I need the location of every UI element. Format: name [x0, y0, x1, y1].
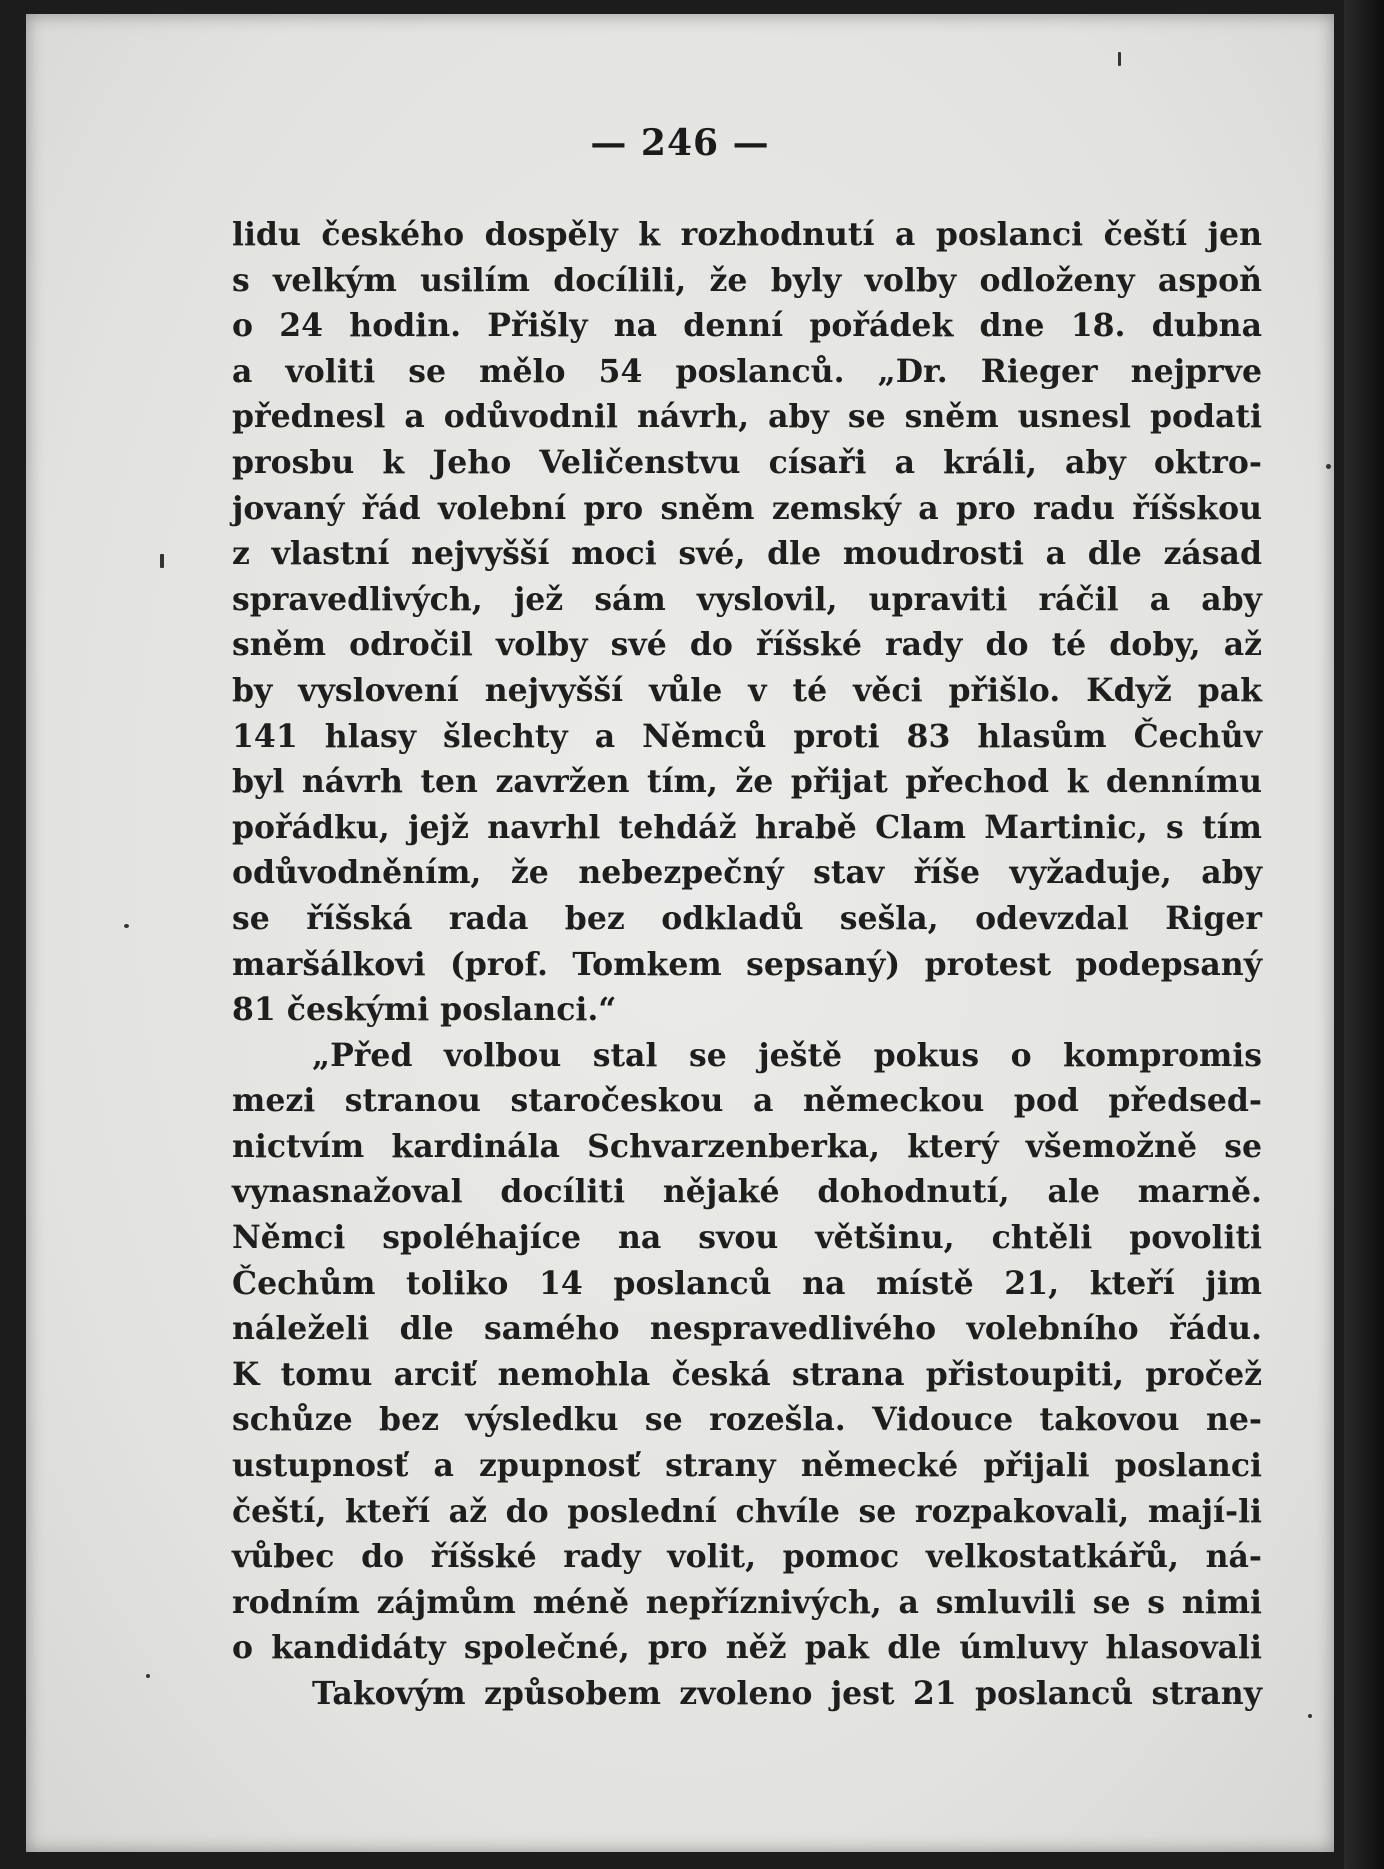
text-line: jovaný řád volební pro sněm zemský a pro radu říšskou — [232, 489, 1262, 527]
print-speck — [1326, 464, 1331, 469]
text-line: prosbu k Jeho Veličenstvu císaři a králi, aby oktro- — [232, 443, 1262, 481]
text-line: K tomu arciť nemohla česká strana přistoupiti, pročež — [232, 1355, 1262, 1393]
text-line: spravedlivých, jež sám vyslovil, upraviti ráčil a aby — [232, 580, 1262, 618]
text-line: odůvodněním, že nebezpečný stav říše vyžaduje, aby — [232, 854, 1262, 892]
text-line: o kandidáty společné, pro něž pak dle úmluvy hlasovali — [232, 1629, 1262, 1667]
text-line: by vyslovení nejvyšší vůle v té věci přišlo. Když pak — [232, 671, 1262, 709]
text-line: přednesl a odůvodnil návrh, aby se sněm usnesl podati — [232, 398, 1262, 436]
text-line: z vlastní nejvyšší moci své, dle moudrosti a dle zásad — [232, 535, 1262, 573]
text-line: pořádku, jejž navrhl tehdáž hrabě Clam Martinic, s tím — [232, 808, 1262, 846]
page-number: — 246 — — [590, 122, 770, 164]
text-line: mezi stranou staročeskou a německou pod předsed- — [232, 1082, 1262, 1120]
text-line: ustupnosť a zpupnosť strany německé přijali poslanci — [232, 1447, 1262, 1485]
text-line: vynasnažoval docíliti nějaké dohodnutí, ale marně. — [232, 1173, 1262, 1211]
print-speck — [124, 924, 129, 928]
print-speck — [1118, 52, 1121, 66]
text-line: Němci spoléhajíce na svou většinu, chtěli povoliti — [232, 1219, 1262, 1257]
text-line: byl návrh ten zavržen tím, že přijat přechod k dennímu — [232, 763, 1262, 801]
text-line: maršálkovi (prof. Tomkem sepsaný) protest podepsaný — [232, 945, 1262, 983]
text-line: Takovým způsobem zvoleno jest 21 poslanců strany — [312, 1675, 1262, 1712]
text-line: 141 hlasy šlechty a Němců proti 83 hlasům Čechův — [232, 717, 1262, 755]
text-line: se říšská rada bez odkladů sešla, odevzdal Riger — [232, 899, 1262, 937]
text-line: nictvím kardinála Schvarzenberka, který všemožně se — [232, 1127, 1262, 1165]
text-line: 81 českými poslanci.“ — [232, 991, 617, 1029]
text-line: a voliti se mělo 54 poslanců. „Dr. Rieger nejprve — [232, 352, 1262, 390]
text-line: náleželi dle samého nespravedlivého volebního řádu. — [232, 1310, 1262, 1348]
text-line: čeští, kteří až do poslední chvíle se rozpakovali, mají-li — [232, 1492, 1262, 1530]
scan-edge-shadow — [1344, 0, 1384, 1869]
text-line: lidu českého dospěly k rozhodnutí a poslanci čeští jen — [232, 216, 1262, 253]
print-speck — [160, 554, 164, 568]
print-speck — [1308, 1714, 1312, 1718]
text-line: o 24 hodin. Přišly na denní pořádek dne 18. dubna — [232, 307, 1262, 345]
body-text — [232, 212, 1262, 1717]
text-line: schůze bez výsledku se rozešla. Vidouce takovou ne- — [232, 1401, 1262, 1439]
print-speck — [146, 1674, 150, 1678]
text-line: s velkým usilím docílili, že byly volby odloženy aspoň — [232, 261, 1262, 299]
text-line: vůbec do říšské rady volit, pomoc velkostatkářů, ná- — [232, 1538, 1262, 1576]
text-line: „Před volbou stal se ještě pokus o kompromis — [312, 1036, 1262, 1074]
book-page — [26, 14, 1334, 1852]
text-line: sněm odročil volby své do říšské rady do té doby, až — [232, 626, 1262, 664]
text-line: rodním zájmům méně nepříznivých, a smluvili se s nimi — [232, 1583, 1262, 1621]
text-line: Čechům toliko 14 poslanců na místě 21, kteří jim — [232, 1264, 1262, 1302]
